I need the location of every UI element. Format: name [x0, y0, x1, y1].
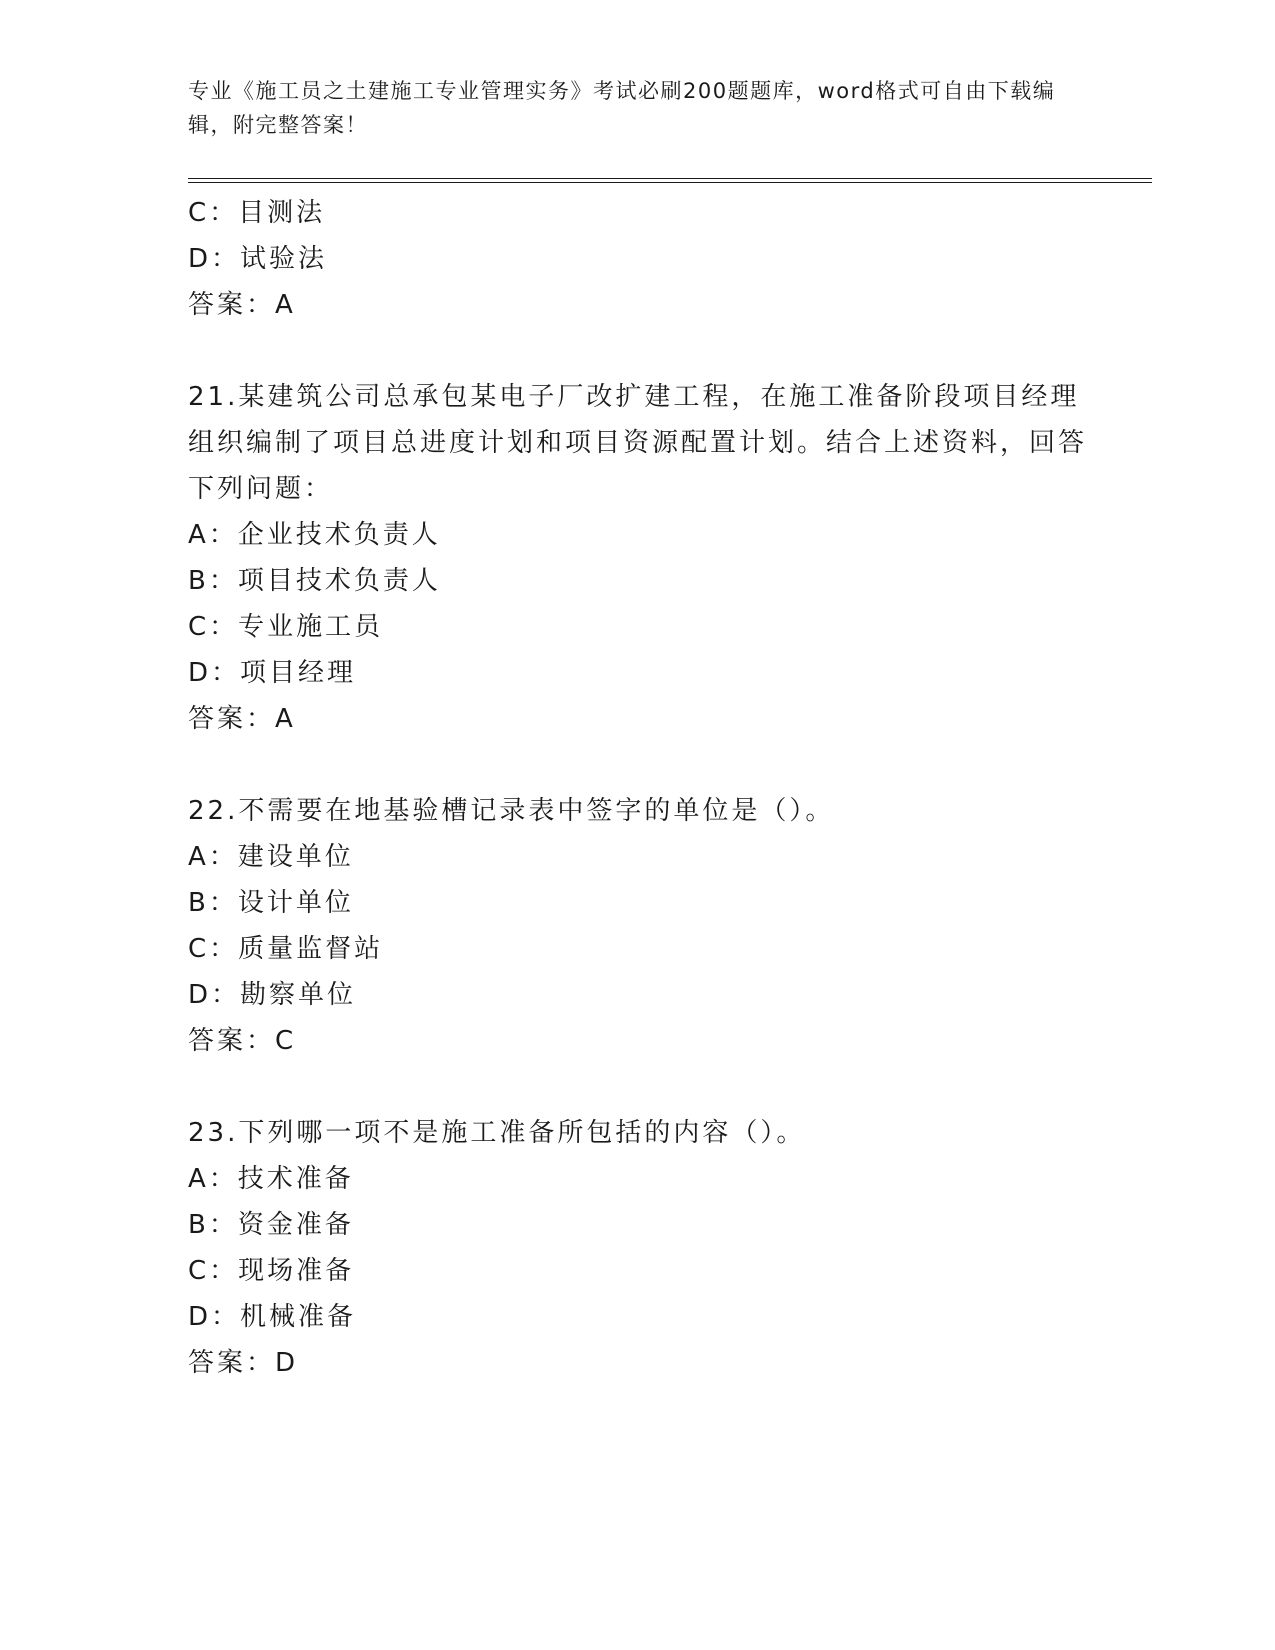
option-c: C：专业施工员	[188, 612, 384, 642]
question-22	[188, 788, 1088, 1064]
option-d: D：机械准备	[188, 1302, 357, 1332]
question-23	[188, 1110, 1088, 1386]
answer-line: 答案：D	[188, 1348, 299, 1378]
document-header: 专业《施工员之土建施工专业管理实务》考试必刷200题题库，word格式可自由下载编辑，附完整答案！	[188, 79, 1056, 137]
question-stem: 23.下列哪一项不是施工准备所包括的内容（）。	[188, 1118, 806, 1148]
option-d: D：项目经理	[188, 658, 357, 688]
question-stem: 22.不需要在地基验槽记录表中签字的单位是（）。	[188, 796, 835, 826]
option-b: B：项目技术负责人	[188, 566, 441, 596]
option-c: C：现场准备	[188, 1256, 355, 1286]
option-d: D：勘察单位	[188, 980, 357, 1010]
question-continuation	[188, 190, 1088, 328]
question-21	[188, 374, 1088, 742]
header-rule-bottom	[188, 182, 1152, 183]
question-list	[188, 190, 1088, 1386]
option-a: A：企业技术负责人	[188, 520, 441, 550]
option-a: A：技术准备	[188, 1164, 354, 1194]
option-c: C：质量监督站	[188, 934, 384, 964]
answer-line: 答案：C	[188, 1026, 297, 1056]
header-rule-top	[188, 178, 1152, 179]
option-a: A：建设单位	[188, 842, 354, 872]
answer-line: 答案：A	[188, 290, 296, 320]
option-c: C：目测法	[188, 198, 326, 228]
option-b: B：资金准备	[188, 1210, 354, 1240]
option-b: B：设计单位	[188, 888, 354, 918]
option-d: D：试验法	[188, 244, 328, 274]
question-stem: 21.某建筑公司总承包某电子厂改扩建工程，在施工准备阶段项目经理组织编制了项目总进度计划和项目资源配置计划。结合上述资料，回答下列问题：	[188, 382, 1088, 504]
answer-line: 答案：A	[188, 704, 296, 734]
